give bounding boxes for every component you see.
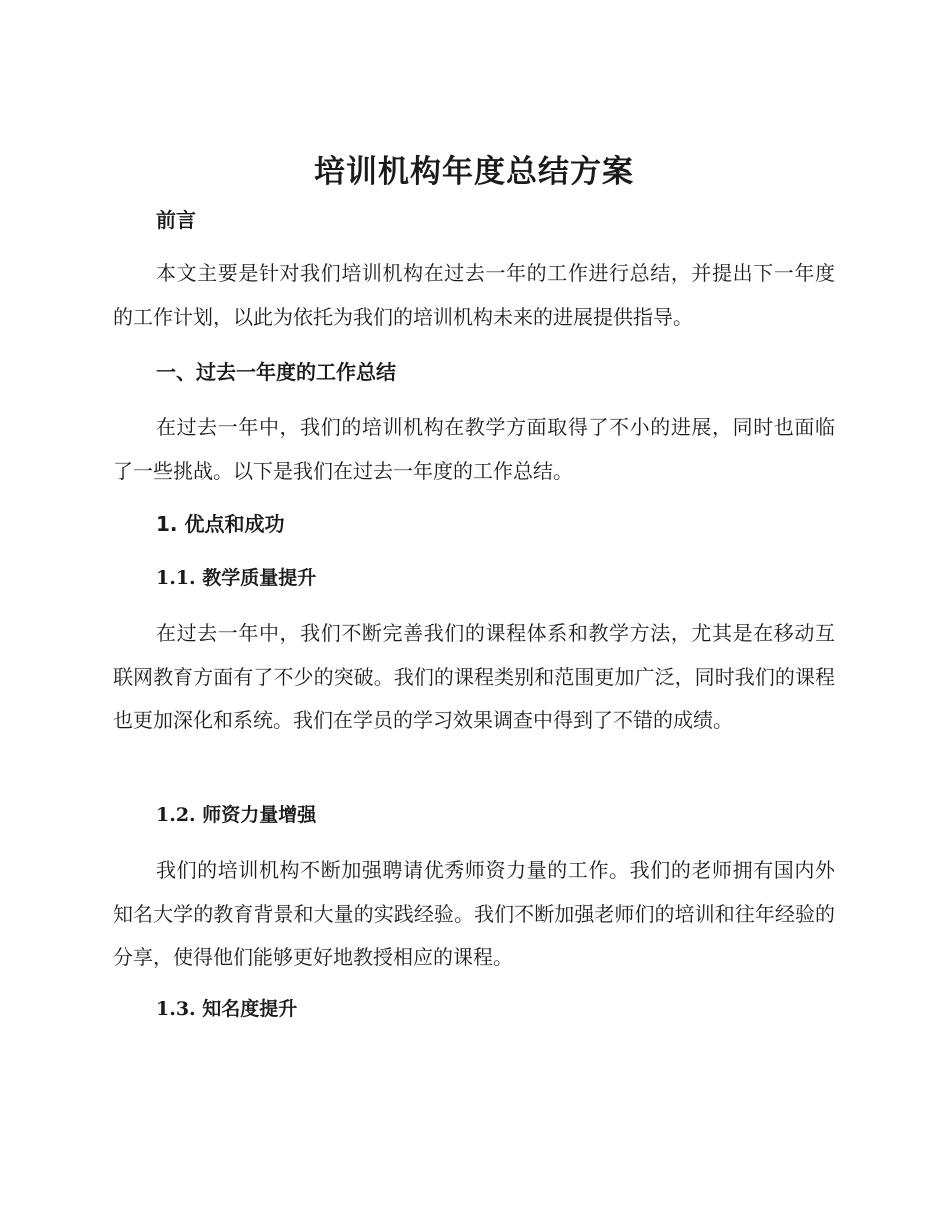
sub1-2-heading: 1.2. 师资力量增强 xyxy=(156,804,317,826)
sub1-1-paragraph: 在过去一年中，我们不断完善我们的课程体系和教学方法，尤其是在移动互联网教育方面有了不少的突破。我们的课程类别和范围更加广泛，同时我们的课程也更加深化和系统。我们在学员的学习效果调查中得到了不错的成绩。 xyxy=(113,621,835,732)
sub1-heading: 1. 优点和成功 xyxy=(156,512,285,536)
sub1-1-heading: 1.1. 教学质量提升 xyxy=(156,567,317,589)
preface-paragraph: 本文主要是针对我们培训机构在过去一年的工作进行总结，并提出下一年度的工作计划，以此为依托为我们的培训机构未来的进展提供指导。 xyxy=(113,261,835,329)
section1-heading: 一、过去一年度的工作总结 xyxy=(156,360,396,384)
preface-heading: 前言 xyxy=(156,208,196,232)
sub1-2-paragraph: 我们的培训机构不断加强聘请优秀师资力量的工作。我们的老师拥有国内外知名大学的教育背景和大量的实践经验。我们不断加强老师们的培训和往年经验的分享，使得他们能够更好地教授相应的课程。 xyxy=(113,858,835,969)
section1-paragraph: 在过去一年中，我们的培训机构在教学方面取得了不小的进展，同时也面临了一些挑战。以下是我们在过去一年度的工作总结。 xyxy=(113,415,835,483)
document-title: 培训机构年度总结方案 xyxy=(314,154,634,190)
sub1-3-heading: 1.3. 知名度提升 xyxy=(156,998,298,1020)
